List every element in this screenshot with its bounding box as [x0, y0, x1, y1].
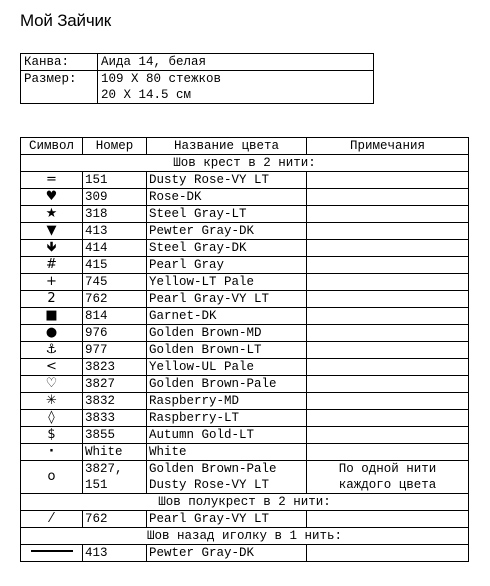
symbol-cell — [21, 291, 83, 308]
note-line-1: По одной нити — [338, 462, 437, 476]
color-name: Pewter Gray-DK — [147, 545, 307, 562]
symbol-cell — [21, 206, 83, 223]
color-name: Yellow-UL Pale — [147, 359, 307, 376]
notes-cell — [307, 393, 469, 410]
info-row-canvas — [21, 54, 374, 71]
symbol-cell — [21, 325, 83, 342]
symbol-cell — [21, 376, 83, 393]
color-name-2: Dusty Rose-VY LT — [149, 478, 270, 492]
symbol-cell — [21, 189, 83, 206]
color-name: Golden Brown-LT — [147, 342, 307, 359]
color-number: 413 — [83, 223, 147, 240]
table-row — [21, 308, 469, 325]
down-arrow-symbol: 🡻 — [46, 240, 57, 255]
symbol-cell — [21, 223, 83, 240]
size-value-stitches: 109 X 80 стежков — [98, 71, 374, 88]
small-circle-symbol: o — [47, 469, 56, 484]
table-row-blend — [21, 461, 469, 494]
equals-symbol: = — [46, 172, 57, 187]
color-number: 3832 — [83, 393, 147, 410]
table-row — [21, 189, 469, 206]
color-number: 762 — [83, 511, 147, 528]
symbol-cell — [21, 308, 83, 325]
color-name: Golden Brown-Pale — [147, 376, 307, 393]
color-number: 415 — [83, 257, 147, 274]
size-label: Размер: — [21, 71, 98, 104]
info-table — [20, 53, 374, 104]
section-title: Шов полукрест в 2 нити: — [21, 494, 469, 511]
notes-cell — [307, 206, 469, 223]
section-half-cross — [21, 494, 469, 511]
symbol-cell — [21, 359, 83, 376]
table-row — [21, 291, 469, 308]
color-name — [147, 461, 307, 494]
table-row — [21, 511, 469, 528]
slash-symbol: ⁄ — [50, 511, 53, 526]
heart-symbol: ♥ — [45, 189, 58, 204]
notes-cell — [307, 223, 469, 240]
color-number: 977 — [83, 342, 147, 359]
header-number: Номер — [83, 138, 147, 155]
notes-cell — [307, 444, 469, 461]
notes-cell — [307, 257, 469, 274]
table-row — [21, 240, 469, 257]
color-name: Dusty Rose-VY LT — [147, 172, 307, 189]
canvas-value: Аида 14, белая — [98, 54, 374, 71]
dollar-symbol: $ — [47, 427, 56, 442]
color-name: Pearl Gray-VY LT — [147, 291, 307, 308]
color-name: Autumn Gold-LT — [147, 427, 307, 444]
table-row — [21, 393, 469, 410]
notes-cell — [307, 545, 469, 562]
section-title: Шов крест в 2 нити: — [21, 155, 469, 172]
color-number: 413 — [83, 545, 147, 562]
notes-cell — [307, 359, 469, 376]
color-number: 151 — [83, 172, 147, 189]
color-name: Raspberry-MD — [147, 393, 307, 410]
color-number: 976 — [83, 325, 147, 342]
line-symbol — [31, 550, 73, 552]
section-cross-stitch — [21, 155, 469, 172]
table-row — [21, 206, 469, 223]
header-symbol: Символ — [21, 138, 83, 155]
notes-cell — [307, 172, 469, 189]
header-notes: Примечания — [307, 138, 469, 155]
color-name: Pearl Gray — [147, 257, 307, 274]
color-name: Yellow-LT Pale — [147, 274, 307, 291]
color-name: White — [147, 444, 307, 461]
notes-cell — [307, 342, 469, 359]
color-number: 3823 — [83, 359, 147, 376]
notes-cell — [307, 410, 469, 427]
notes-cell — [307, 240, 469, 257]
symbol-cell — [21, 172, 83, 189]
circle-symbol: ● — [45, 325, 58, 340]
color-name: Pewter Gray-DK — [147, 223, 307, 240]
color-number: 318 — [83, 206, 147, 223]
heart-outline-symbol: ♡ — [45, 376, 58, 391]
color-number: 3833 — [83, 410, 147, 427]
color-name: Raspberry-LT — [147, 410, 307, 427]
notes-cell — [307, 325, 469, 342]
symbol-cell — [21, 427, 83, 444]
table-row — [21, 342, 469, 359]
down-triangle-symbol: ▼ — [46, 223, 57, 238]
hash-symbol: # — [46, 257, 57, 272]
table-row — [21, 410, 469, 427]
color-number: 309 — [83, 189, 147, 206]
color-name: Steel Gray-DK — [147, 240, 307, 257]
table-row — [21, 444, 469, 461]
symbol-cell — [21, 545, 83, 562]
color-key-table — [20, 137, 469, 562]
anchor-symbol: ⚓ — [45, 342, 58, 357]
notes-cell — [307, 274, 469, 291]
notes-cell — [307, 376, 469, 393]
table-row — [21, 274, 469, 291]
plus-symbol: + — [46, 274, 57, 289]
notes-cell — [307, 511, 469, 528]
table-row — [21, 223, 469, 240]
color-number: 3827 — [83, 376, 147, 393]
notes-cell — [307, 291, 469, 308]
table-row — [21, 545, 469, 562]
symbol-cell — [21, 461, 83, 494]
size-value-cm: 20 X 14.5 см — [98, 87, 374, 104]
notes-cell — [307, 189, 469, 206]
color-name: Rose-DK — [147, 189, 307, 206]
color-name: Garnet-DK — [147, 308, 307, 325]
table-row — [21, 427, 469, 444]
color-number: White — [83, 444, 147, 461]
note-line-2: каждого цвета — [338, 478, 437, 492]
star-symbol: ★ — [45, 206, 58, 221]
color-number: 414 — [83, 240, 147, 257]
symbol-cell — [21, 511, 83, 528]
color-number — [83, 461, 147, 494]
notes-cell — [307, 461, 469, 494]
section-backstitch — [21, 528, 469, 545]
color-name: Golden Brown-MD — [147, 325, 307, 342]
less-than-symbol: < — [46, 359, 57, 374]
symbol-cell — [21, 274, 83, 291]
two-symbol: 2 — [47, 291, 56, 306]
table-row — [21, 325, 469, 342]
color-number: 814 — [83, 308, 147, 325]
section-title: Шов назад иголку в 1 нить: — [21, 528, 469, 545]
table-row — [21, 257, 469, 274]
color-number: 3855 — [83, 427, 147, 444]
color-name-1: Golden Brown-Pale — [149, 462, 277, 476]
color-name: Steel Gray-LT — [147, 206, 307, 223]
symbol-cell — [21, 444, 83, 461]
page-title: Мой Зайчик — [20, 11, 112, 30]
canvas-label: Канва: — [21, 54, 98, 71]
color-number: 745 — [83, 274, 147, 291]
symbol-cell — [21, 342, 83, 359]
table-header — [21, 138, 469, 155]
dot-symbol: · — [49, 444, 54, 459]
square-symbol: ■ — [45, 308, 58, 323]
symbol-cell — [21, 393, 83, 410]
color-number-2: 151 — [85, 478, 108, 492]
color-number-1: 3827, — [85, 462, 123, 476]
notes-cell — [307, 308, 469, 325]
diamond-outline-symbol: ◊ — [48, 410, 55, 425]
table-row — [21, 172, 469, 189]
info-row-size — [21, 71, 374, 88]
header-color-name: Название цвета — [147, 138, 307, 155]
color-number: 762 — [83, 291, 147, 308]
notes-cell — [307, 427, 469, 444]
symbol-cell — [21, 257, 83, 274]
color-name: Pearl Gray-VY LT — [147, 511, 307, 528]
symbol-cell — [21, 410, 83, 427]
asterisk-symbol: ✳ — [46, 393, 57, 408]
symbol-cell — [21, 240, 83, 257]
table-row — [21, 359, 469, 376]
table-row — [21, 376, 469, 393]
